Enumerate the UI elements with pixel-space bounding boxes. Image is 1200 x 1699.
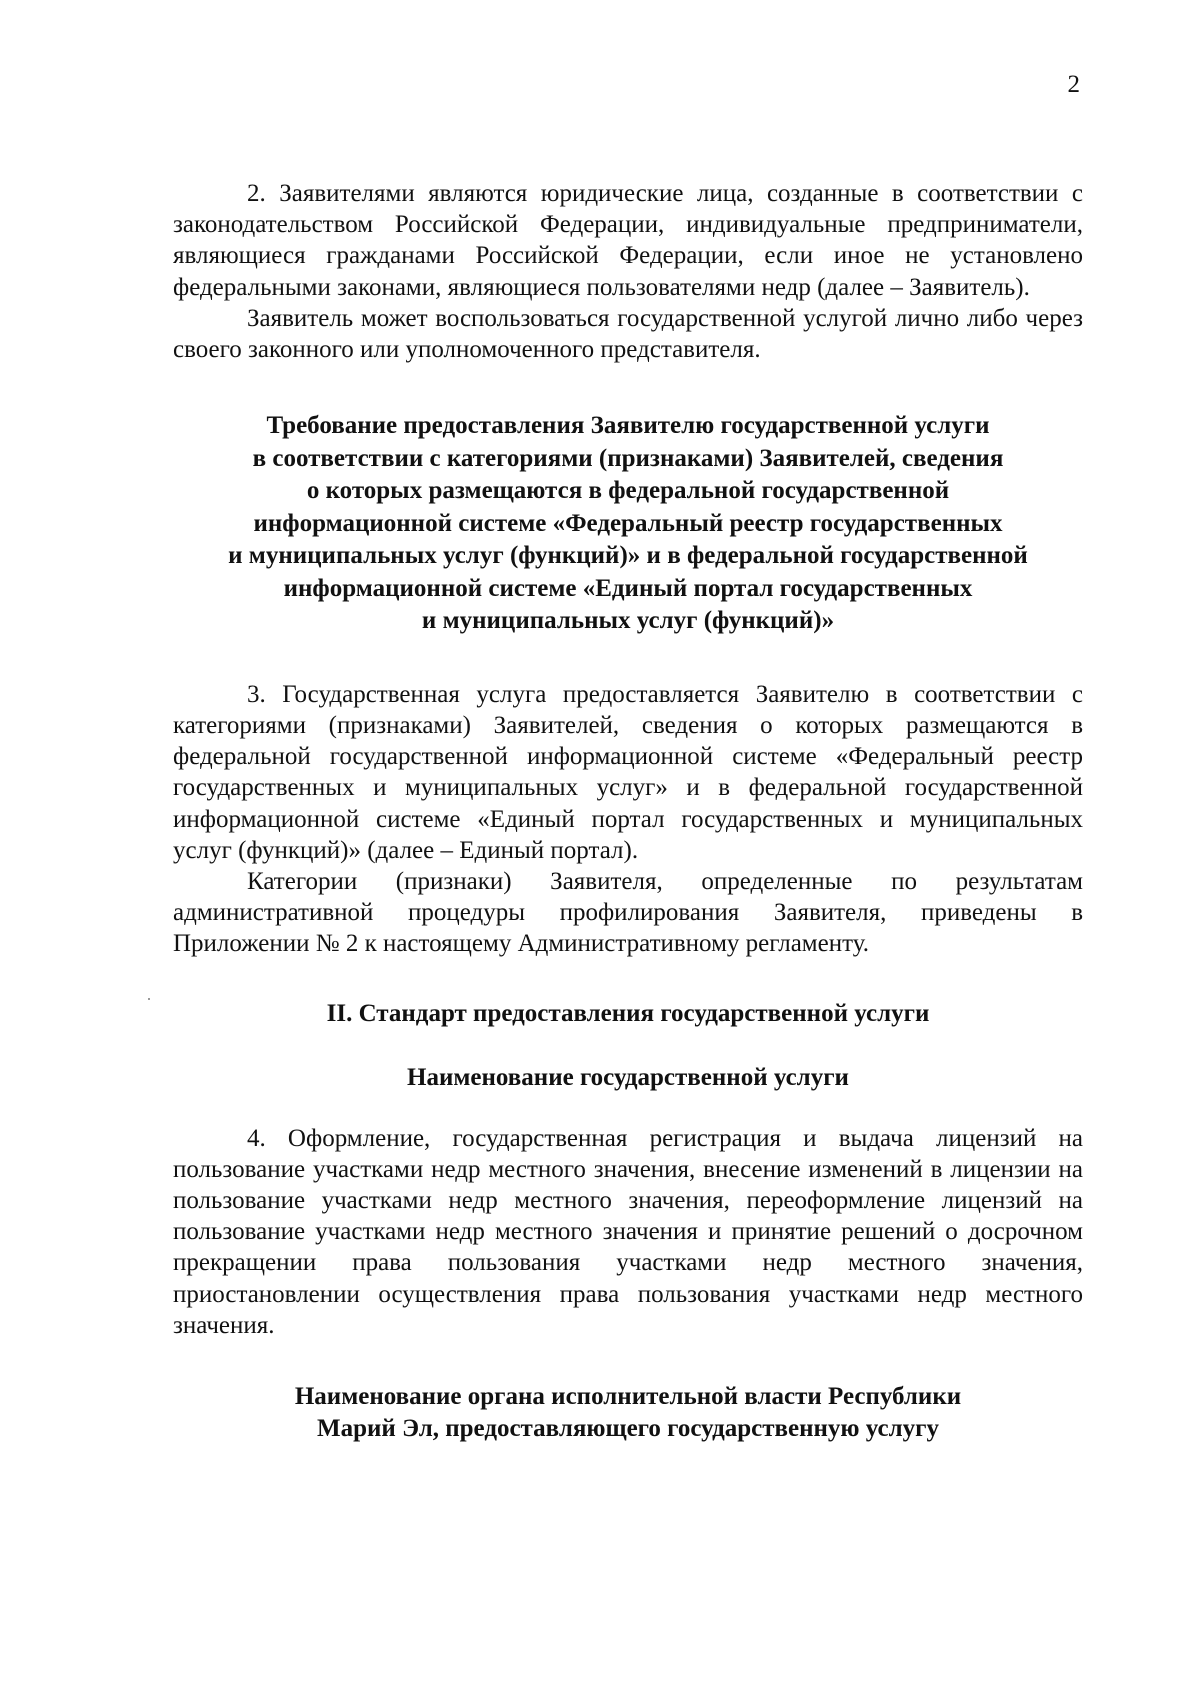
section-heading-standard: II. Стандарт предоставления государственной услуги (326, 999, 930, 1027)
paragraph-representative: Заявитель может воспользоваться государственной услугой лично либо через своего законного или уполномоченного представителя. (173, 304, 1083, 364)
heading-line: о которых размещаются в федеральной государственной (306, 477, 950, 505)
heading-line: Наименование органа исполнительной власти Республики (294, 1382, 962, 1410)
subheading-authority-name (173, 1381, 1083, 1446)
heading-line: информационной системе «Единый портал государственных (283, 574, 973, 602)
scan-speck (148, 998, 150, 1000)
paragraph-categories: Категории (признаки) Заявителя, определенные по результатам административной процедуры профилирования Заявителя, приведены в Приложении № 2 к настоящему Административному регламенту. (173, 867, 1083, 958)
heading-line: Требование предоставления Заявителю государственной услуги (266, 412, 990, 440)
heading-line: Марий Эл, предоставляющего государственную услугу (317, 1415, 939, 1443)
subheading-service-name: Наименование государственной услуги (407, 1064, 849, 1092)
paragraph-service-name: 4. Оформление, государственная регистрация и выдача лицензий на пользование участками недр местного значения, внесение изменений в лицензии на пользование участками недр местного значения, переоформление лицензий на пользование участками недр местного значения и принятие решений о досрочном прекращении права пользования участками недр местного значения, приостановлении осуществления права пользования участками недр местного значения. (173, 1124, 1083, 1339)
document-body (173, 178, 1083, 1446)
heading-line: и муниципальных услуг (функций)» и в федеральной государственной (228, 542, 1028, 570)
heading-line: и муниципальных услуг (функций)» (421, 607, 835, 635)
heading-line: в соответствии с категориями (признаками) Заявителей, сведения (252, 444, 1004, 472)
paragraph-applicants: 2. Заявителями являются юридические лица, созданные в соответствии с законодательством Российской Федерации, индивидуальные предприниматели, являющиеся гражданами Российской Федерации, если иное не установлено федеральными законами, являющиеся пользователями недр (далее – Заявитель). (173, 180, 1083, 301)
heading-line: информационной системе «Федеральный реестр государственных (253, 509, 1003, 537)
paragraph-service-provision: 3. Государственная услуга предоставляется Заявителю в соответствии с категориями (признаками) Заявителей, сведения о которых размещаются в федеральной государственной информационной системе «Федеральный реестр государственных и муниципальных услуг» и в федеральной государственной информационной системе «Единый портал государственных и муниципальных услуг (функций)» (далее – Единый портал). (173, 680, 1083, 864)
page-number: 2 (1067, 71, 1080, 98)
heading-requirement (173, 410, 1083, 638)
